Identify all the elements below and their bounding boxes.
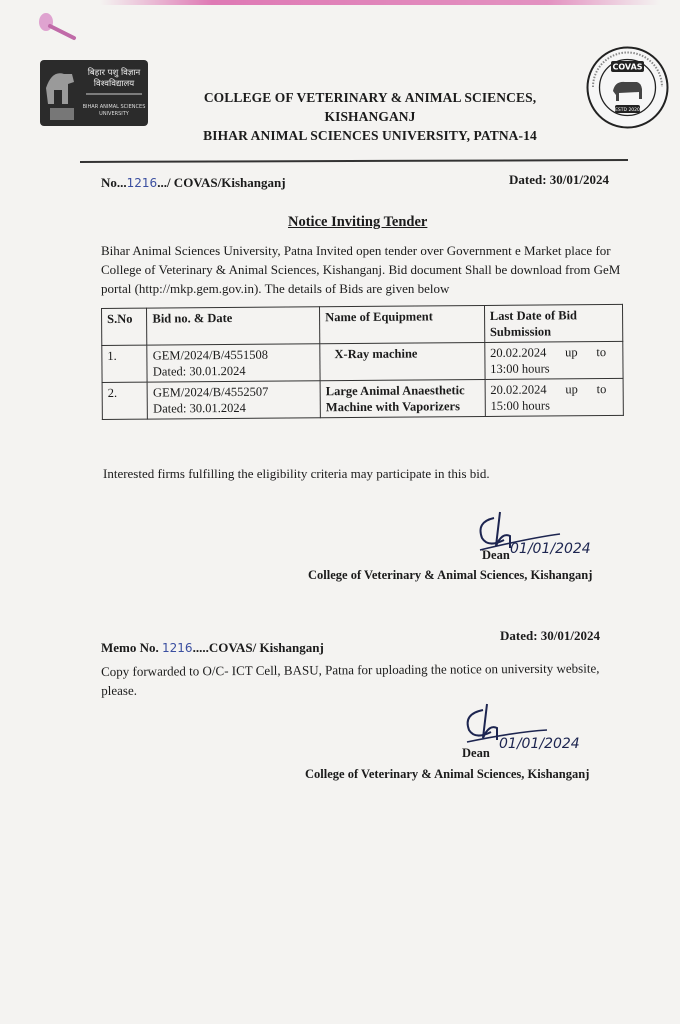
bids-table	[101, 304, 624, 420]
cell-sno: 2.	[102, 382, 148, 419]
seal-estd: ESTD 2020	[615, 108, 640, 113]
header-divider	[80, 159, 628, 163]
cell-equipment: Large Animal Anaesthetic Machine with Vaporizers	[320, 379, 485, 417]
cell-bid	[147, 381, 320, 419]
handwritten-memo-number: 1216	[162, 641, 193, 655]
table-row	[102, 341, 623, 382]
college-label-2: College of Veterinary & Animal Sciences, Kishanganj	[305, 767, 590, 781]
signature-2-date: 01/01/2024	[499, 736, 580, 752]
college-name: COLLEGE OF VETERINARY & ANIMAL SCIENCES, KISHANGANJ	[203, 90, 537, 124]
notice-paragraph: Bihar Animal Sciences University, Patna Invited open tender over Government e Market place for College of Veterinary & Animal Sciences, Kishanganj. Bid document Shall be download from GeM portal (http://mkp.gem.gov.in). The details of Bids are given below	[101, 243, 621, 296]
logo-english-line1: BIHAR ANIMAL SCIENCES	[82, 104, 146, 110]
cell-bid	[147, 344, 320, 382]
college-label-1: College of Veterinary & Animal Sciences, Kishanganj	[308, 568, 593, 582]
bid-number: GEM/2024/B/4552507	[152, 384, 269, 400]
cell-last-date	[485, 341, 624, 379]
covas-seal-logo	[585, 45, 670, 130]
last-date: 20.02.2024 up to	[490, 382, 607, 397]
memo-text: Copy forwarded to O/C- ICT Cell, BASU, Patna for uploading the notice on university website, please.	[101, 660, 600, 698]
bid-number: GEM/2024/B/4551508	[152, 347, 269, 363]
cell-sno: 1.	[102, 345, 148, 382]
memo-date: Dated: 30/01/2024	[500, 628, 601, 643]
reference-number: No...1216.../ COVAS/Kishanganj	[101, 175, 286, 190]
last-date: 20.02.2024 up to	[490, 345, 607, 360]
seal-text: COVAS	[612, 62, 643, 72]
basu-logo	[38, 58, 150, 128]
logo-hindi-line2: विश्वविद्यालय	[93, 79, 135, 89]
letterhead	[160, 88, 580, 145]
cell-last-date	[485, 378, 624, 416]
bid-date: Dated: 30.01.2024	[153, 400, 246, 416]
header-sno: S.No	[102, 308, 148, 345]
signature-1-date: 01/01/2024	[510, 541, 591, 557]
last-time: 13:00 hours	[490, 361, 550, 376]
bid-date: Dated: 30.01.2024	[152, 363, 246, 379]
memo-number: Memo No. 1216.....COVAS/ Kishanganj	[101, 640, 324, 655]
highlighter-streak	[100, 0, 660, 5]
pushpin-mark	[36, 6, 84, 46]
logo-hindi-line1: बिहार पशु विज्ञान	[87, 68, 141, 78]
last-time: 15:00 hours	[490, 398, 550, 413]
reference-date: Dated: 30/01/2024	[509, 172, 610, 187]
university-name: BIHAR ANIMAL SCIENCES UNIVERSITY, PATNA-14	[203, 128, 537, 143]
table-row	[102, 378, 623, 419]
table-header-row	[102, 304, 623, 345]
notice-title: Notice Inviting Tender	[288, 214, 428, 230]
dean-label-2: Dean	[462, 746, 490, 760]
eligibility-note: Interested firms fulfilling the eligibility criteria may participate in this bid.	[103, 466, 490, 481]
header-last-date: Last Date of Bid Submission	[484, 304, 623, 342]
logo-english-line2: UNIVERSITY	[99, 111, 129, 117]
cell-equipment: X-Ray machine	[320, 342, 485, 380]
header-equipment: Name of Equipment	[320, 305, 485, 343]
dean-label-1: Dean	[482, 548, 510, 562]
header-bid: Bid no. & Date	[147, 307, 320, 345]
handwritten-ref-number: 1216	[126, 176, 158, 190]
